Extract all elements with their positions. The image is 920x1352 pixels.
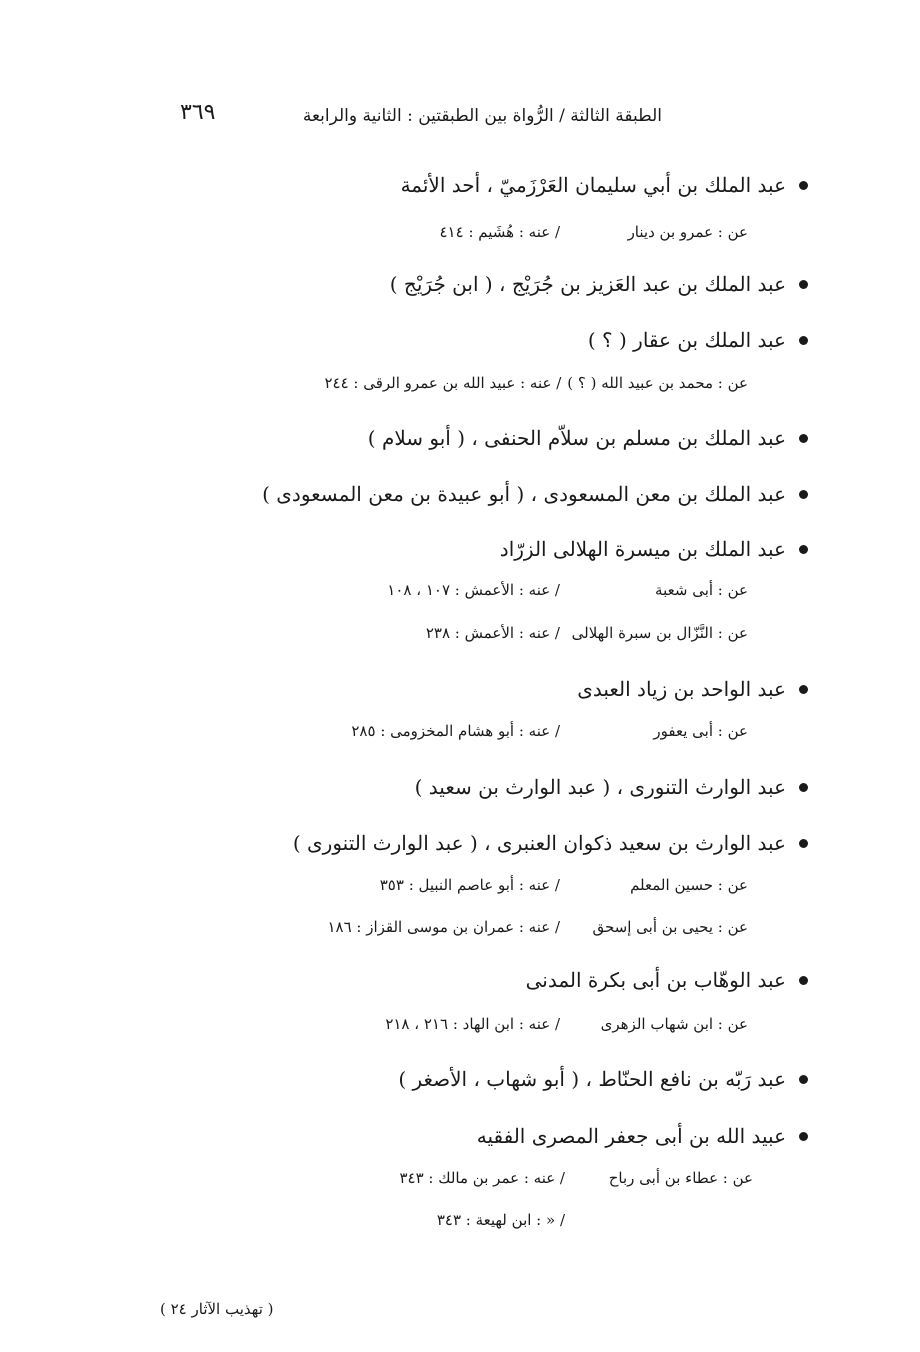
bullet-icon xyxy=(799,181,808,190)
narrator-entry xyxy=(577,677,808,701)
narrator-entry xyxy=(390,272,808,296)
narrated-by: / عنه : عبيد الله بن عمرو الرقى : ٢٤٤ xyxy=(324,374,562,392)
narrated-from: عن : عطاء بن أبى رباح xyxy=(608,1169,753,1187)
narrated-by: / عنه : عمر بن مالك : ٣٤٣ xyxy=(399,1169,565,1187)
bullet-icon xyxy=(799,434,808,443)
narrator-name: عبد الملك بن معن المسعودى ، ( أبو عبيدة بن معن المسعودى ) xyxy=(262,482,786,506)
running-header: الطبقة الثالثة / الرُّواة بين الطبقتين : الثانية والرابعة xyxy=(302,106,662,126)
narration-line xyxy=(387,581,748,599)
narrated-by: / عنه : هُشَيم : ٤١٤ xyxy=(439,223,560,241)
footer-note: ( تهذيب الآثار ٢٤ ) xyxy=(160,1300,274,1318)
narration-line xyxy=(385,1015,748,1033)
bullet-icon xyxy=(799,280,808,289)
narrator-entry xyxy=(526,968,808,992)
narrated-from xyxy=(565,1211,753,1229)
narrator-entry xyxy=(293,831,808,855)
narrator-name: عبد الواحد بن زياد العبدى xyxy=(577,677,786,701)
narrated-from: عن : حسين المعلم xyxy=(630,876,748,894)
narrator-name: عبيد الله بن أبى جعفر المصرى الفقيه xyxy=(476,1124,786,1148)
narrated-from: عن : أبى يعفور xyxy=(653,722,748,740)
page-number: ٣٦٩ xyxy=(180,100,216,125)
narration-line xyxy=(440,223,749,241)
bullet-icon xyxy=(799,336,808,345)
narrated-from: عن : يحيى بن أبى إسحق xyxy=(592,918,748,936)
narrated-by: / عنه : عمران بن موسى القزاز : ١٨٦ xyxy=(327,918,560,936)
narrator-entry xyxy=(401,173,808,197)
narrator-entry xyxy=(588,328,808,352)
narrator-entry xyxy=(262,482,808,506)
bullet-icon xyxy=(799,545,808,554)
narrated-by: / عنه : الأعمش : ٢٣٨ xyxy=(425,624,560,642)
narrated-by: / « : ابن لهيعة : ٣٤٣ xyxy=(436,1211,565,1229)
narrator-entry xyxy=(398,1067,808,1091)
narrated-from: عن : ابن شهاب الزهرى xyxy=(600,1015,748,1033)
narrated-by: / عنه : ابن الهاد : ٢١٦ ، ٢١٨ xyxy=(385,1015,560,1033)
bullet-icon xyxy=(799,783,808,792)
narrated-from: عن : عمرو بن دينار xyxy=(627,223,748,241)
narrated-from: عن : محمد بن عبيد الله ( ؟ ) xyxy=(567,374,748,392)
bullet-icon xyxy=(799,976,808,985)
narrated-from: عن : أبى شعبة xyxy=(655,581,748,599)
bullet-icon xyxy=(799,839,808,848)
narrator-entry xyxy=(500,537,808,561)
narrator-name: عبد الوارث بن سعيد ذكوان العنبرى ، ( عبد الوارث التنورى ) xyxy=(292,831,786,855)
narration-line xyxy=(399,1169,753,1187)
narrator-name: عبد الملك بن ميسرة الهلالى الزرّاد xyxy=(499,537,786,561)
narrated-from: عن : النَّزّال بن سبرة الهلالى xyxy=(571,624,748,642)
narrated-by: / عنه : الأعمش : ١٠٧ ، ١٠٨ xyxy=(387,581,560,599)
narrator-entry xyxy=(477,1124,808,1148)
bullet-icon xyxy=(799,490,808,499)
narration-line xyxy=(426,624,748,642)
narrator-name: عبد الوارث التنورى ، ( عبد الوارث بن سعيد ) xyxy=(414,775,786,799)
narrated-by: / عنه : أبو هشام المخزومى : ٢٨٥ xyxy=(351,722,560,740)
narrator-entry xyxy=(368,426,808,450)
narrator-entry xyxy=(415,775,808,799)
narration-line xyxy=(327,918,748,936)
narrator-name: عبد الوهّاب بن أبى بكرة المدنى xyxy=(525,968,786,992)
narration-line xyxy=(351,722,748,740)
narrator-name: عبد الملك بن أبي سليمان العَرْزَميّ ، أحد الأئمة xyxy=(400,173,786,197)
narrator-name: عبد رَبّه بن نافع الحنّاط ، ( أبو شهاب ، الأصغر ) xyxy=(398,1067,786,1091)
narration-line xyxy=(380,876,748,894)
narrated-by: / عنه : أبو عاصم النبيل : ٣٥٣ xyxy=(379,876,560,894)
narrator-name: عبد الملك بن عقار ( ؟ ) xyxy=(587,328,786,352)
bullet-icon xyxy=(799,685,808,694)
narrator-name: عبد الملك بن عبد العَزيز بن جُرَيْج ، ( ابن جُرَيْج ) xyxy=(389,272,786,296)
narration-line xyxy=(324,374,748,392)
bullet-icon xyxy=(799,1075,808,1084)
narrator-name: عبد الملك بن مسلم بن سلاّم الحنفى ، ( أبو سلام ) xyxy=(367,426,786,450)
bullet-icon xyxy=(799,1132,808,1141)
narration-line xyxy=(437,1211,753,1229)
